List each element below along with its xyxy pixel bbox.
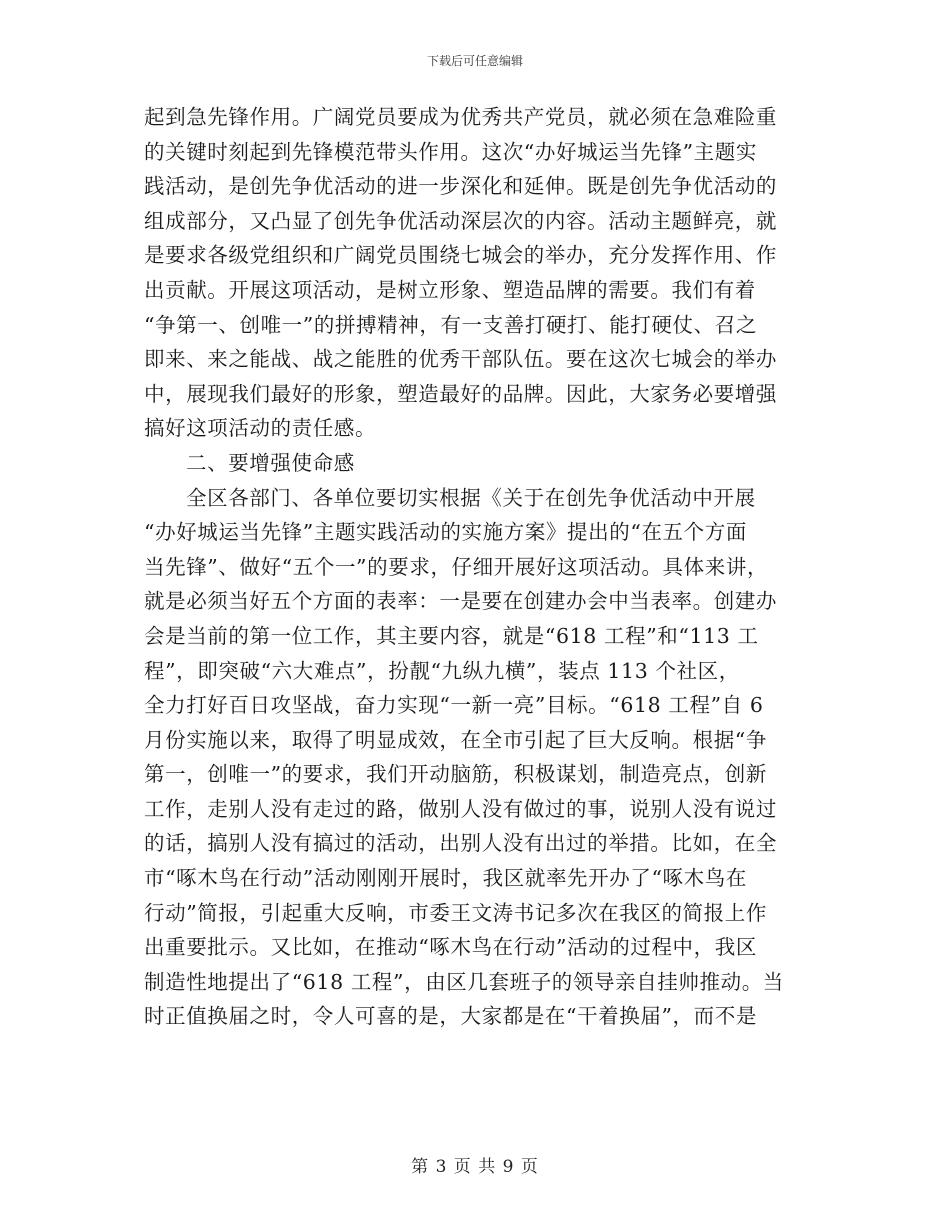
section-heading: 二、要增强使命感: [186, 450, 355, 475]
body-line: 第一，创唯一”的要求，我们开动脑筋，积极谋划，制造亮点，创新: [144, 762, 767, 787]
body-line: 组成部分，又凸显了创先争优活动深层次的内容。活动主题鲜亮，就: [144, 208, 777, 233]
body-line: 中，展现我们最好的形象，塑造最好的品牌。因此，大家务必要增强: [144, 381, 777, 406]
body-line: 是要求各级党组织和广阔党员围绕七城会的举办，充分发挥作用、作: [144, 243, 777, 268]
page-header: 下载后可任意编辑: [426, 54, 523, 68]
body-line: 就是必须当好五个方面的表率：一是要在创建办会中当表率。创建办: [144, 589, 777, 614]
paragraph-start-line: 全区各部门、各单位要切实根据《关于在创先争优活动中开展: [186, 485, 756, 510]
body-line: “争第一、创唯一”的拼搏精神，有一支善打硬打、能打硬仗、召之: [144, 312, 757, 337]
body-line: 出贡献。开展这项活动，是树立形象、塑造品牌的需要。我们有着: [144, 277, 756, 302]
body-line: 起到急先锋作用。广阔党员要成为优秀共产党员，就必须在急难险重: [144, 105, 777, 129]
body-line: 当先锋”、做好“五个一”的要求，仔细开展好这项活动。具体来讲，: [144, 554, 769, 579]
body-line: 程”，即突破“六大难点”，扮靓“九纵九横”，装点 113 个社区，: [144, 658, 740, 683]
body-line: 时正值换届之时，令人可喜的是，大家都是在“干着换届”，而不是: [144, 1004, 757, 1029]
page-footer: 第 3 页 共 9 页: [411, 1157, 539, 1177]
body-line: 出重要批示。又比如，在推动“啄木鸟在行动”活动的过程中，我区: [144, 935, 757, 960]
body-line: 搞好这项活动的责任感。: [144, 416, 377, 441]
body-line: 工作，走别人没有走过的路，做别人没有做过的事，说别人没有说过: [144, 796, 777, 821]
body-line: 践活动，是创先争优活动的进一步深化和延伸。既是创先争优活动的: [144, 174, 777, 199]
document-body: [144, 100, 810, 1034]
body-line: 即来、来之能战、战之能胜的优秀干部队伍。要在这次七城会的举办: [144, 347, 777, 372]
body-line: 市“啄木鸟在行动”活动刚刚开展时，我区就率先开办了“啄木鸟在: [144, 866, 747, 891]
body-line: “办好城运当先锋”主题实践活动的实施方案》提出的“在五个方面: [144, 520, 747, 545]
body-line: 全力打好百日攻坚战，奋力实现“一新一亮”目标。“618 工程”自 6: [144, 693, 764, 718]
body-line: 行动”简报，引起重大反响，市委王文涛书记多次在我区的简报上作: [144, 900, 767, 925]
body-line: 的关键时刻起到先锋模范带头作用。这次“办好城运当先锋”主题实: [144, 139, 757, 164]
body-line: 月份实施以来，取得了明显成效，在全市引起了巨大反响。根据“争: [144, 727, 767, 752]
body-line: 的话，搞别人没有搞过的活动，出别人没有出过的举措。比如，在全: [144, 831, 777, 856]
body-line: 会是当前的第一位工作，其主要内容，就是“618 工程”和“113 工: [144, 623, 759, 648]
body-line: 制造性地提出了“618 工程”，由区几套班子的领导亲自挂帅推动。当: [144, 969, 784, 994]
